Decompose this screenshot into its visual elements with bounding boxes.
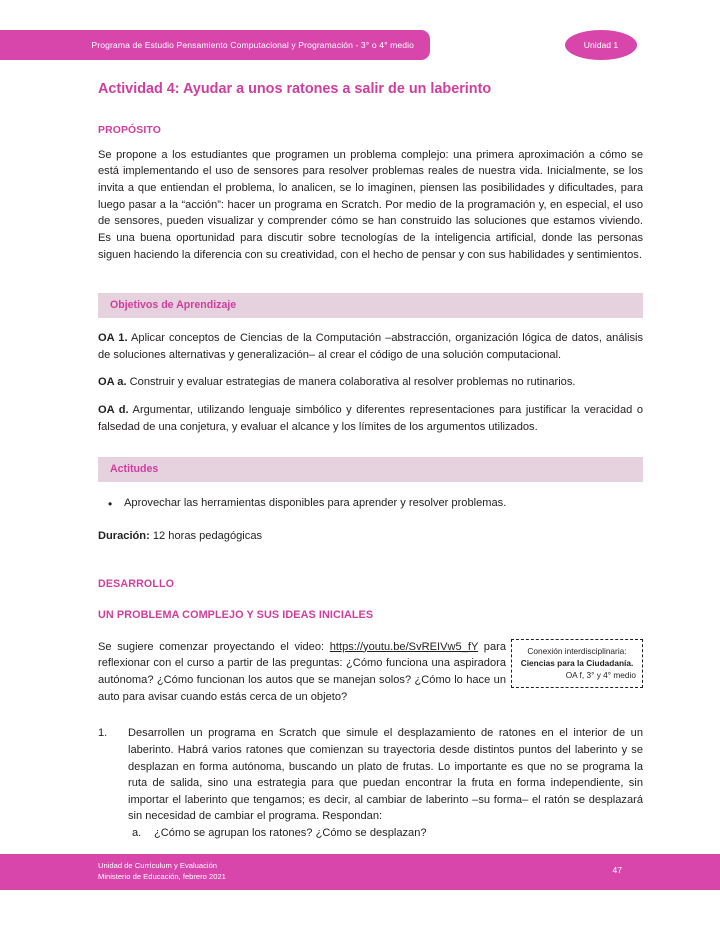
- connection-label: Conexión interdisciplinaria:: [527, 645, 627, 656]
- page-header: [0, 30, 720, 60]
- purpose-paragraph: Se propone a los estudiantes que programen un problema complejo: una primera aproximación a cómo se está implementando el uso de sensores para resolver problemas reales de nuestra vida. Inicialmente, se los invita a que entiendan el problema, lo analicen, se lo imaginen, piensen las posibilidades y dificultades, para luego pasar a la “acción”: hacer un programa en Scratch. Por medio de la programación y, en especial, el uso de sensores, pueden visualizar y comprender cómo se han construido las soluciones que estamos viviendo. Es una buena oportunidad para discutir sobre tecnologías de la inteligencia artificial, donde las personas siguen haciendo la diferencia con su creatividad, con el hecho de pensar y con sus habilidades y sentimientos.: [98, 148, 643, 261]
- development-heading: DESARROLLO: [98, 577, 175, 590]
- duration-value: 12 horas pedagógicas: [149, 530, 263, 543]
- list-item: • Aprovechar las herramientas disponibles para aprender y resolver problemas.: [124, 495, 643, 512]
- video-row: [98, 639, 643, 706]
- connection-subject: Ciencias para la Ciudadanía.: [520, 657, 634, 668]
- footer-line-2: Ministerio de Educación, febrero 2021: [98, 872, 226, 881]
- learning-objective-code: OA a.: [98, 376, 127, 389]
- steps-list: [98, 725, 643, 841]
- video-rest-text: para reflexionar con el curso a partir de las preguntas: ¿Cómo funciona una aspiradora autónoma? ¿Cómo funcionan los autos que se manejan solos? ¿Cómo lo hace un auto para avisar cuando estás cerca de un objeto?: [98, 640, 506, 703]
- list-item: ¿Cómo se agrupan los ratones? ¿Cómo se desplazan?: [154, 827, 427, 840]
- page-footer: [0, 854, 720, 890]
- connection-oa: OA f, 3° y 4° medio: [565, 669, 636, 680]
- attitudes-list: [98, 495, 643, 512]
- page-content: [98, 80, 643, 842]
- purpose-label: PROPÓSITO: [98, 124, 161, 136]
- duration-line: [98, 528, 643, 545]
- learning-objective-item: [98, 402, 643, 435]
- page-title: Actividad 4: Ayudar a unos ratones a salir de un laberinto: [98, 81, 492, 97]
- learning-objectives-list: [98, 330, 643, 435]
- learning-objective-code: OA 1.: [98, 332, 128, 345]
- attitudes-band: Actitudes: [98, 457, 643, 482]
- list-item: [128, 725, 643, 841]
- footer-line-1: Unidad de Currículum y Evaluación: [98, 861, 218, 870]
- learning-objective-text: Argumentar, utilizando lenguaje simbólico y diferentes representaciones para justificar la veracidad o falsedad de una conjetura, y evaluar el alcance y los límites de los argumentos utilizados.: [98, 404, 644, 433]
- unit-badge: Unidad 1: [565, 30, 637, 60]
- learning-objective-text: Construir y evaluar estrategias de manera colaborativa al resolver problemas no rutinarios.: [126, 376, 576, 389]
- duration-label: Duración:: [98, 530, 150, 543]
- learning-objective-item: [98, 330, 643, 363]
- video-intro-text: Se sugiere comenzar proyectando el video:: [98, 640, 330, 653]
- program-title-text: Programa de Estudio Pensamiento Computacional y Programación - 3° o 4° medio: [91, 40, 414, 50]
- video-paragraph: [98, 639, 506, 706]
- learning-objective-item: [98, 374, 643, 391]
- video-link[interactable]: https://youtu.be/SvREIVw5_fY: [329, 640, 479, 653]
- learning-objective-code: OA d.: [98, 404, 129, 417]
- page-number: 47: [612, 865, 622, 875]
- learning-objectives-band: Objetivos de Aprendizaje: [98, 293, 643, 318]
- program-title-bar: [0, 30, 430, 60]
- footer-credits: [98, 860, 226, 882]
- development-subheading: UN PROBLEMA COMPLEJO Y SUS IDEAS INICIALES: [98, 608, 374, 621]
- step-text: Desarrollen un programa en Scratch que simule el desplazamiento de ratones en el interior de un laberinto. Habrá varios ratones que comienzan su trayectoria desde distintos puntos del laberinto y se desplazan en forma autónoma, buscando un plato de frutas. Lo importante es que no se programa la ruta de salida, sino una estrategia para que puedan encontrar la fruta en forma independiente, sin importar el laberinto que tengamos; es decir, al cambiar de laberinto –su forma– el ratón se desplazará sin necesidad de cambiar el programa. Respondan:: [128, 727, 643, 823]
- interdisciplinary-connection-box: [511, 639, 643, 688]
- learning-objective-text: Aplicar conceptos de Ciencias de la Computación –abstracción, organización lógica de datos, análisis de soluciones alternativas y generalización– al crear el código de una solución computacional.: [98, 332, 643, 361]
- substeps-list: [128, 825, 643, 842]
